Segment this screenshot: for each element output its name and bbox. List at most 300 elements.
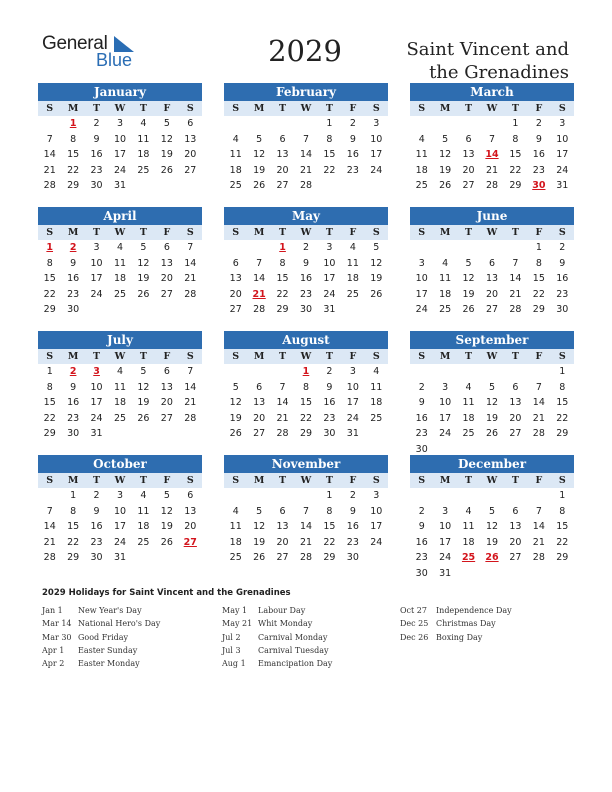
day: 23	[532, 164, 545, 176]
day: 8	[512, 133, 519, 145]
day: 29	[67, 180, 80, 191]
day: 28	[184, 412, 197, 424]
day: 21	[532, 412, 545, 424]
day: 18	[370, 397, 383, 408]
day: 27	[160, 412, 173, 424]
empty-day	[224, 364, 247, 380]
day: 27	[184, 164, 197, 176]
day: 1	[70, 490, 77, 501]
day: 29	[556, 428, 569, 439]
month-title: July	[38, 331, 202, 349]
weekday-label: T	[465, 351, 473, 362]
empty-day	[224, 240, 247, 256]
holiday-row	[42, 604, 160, 617]
empty-day	[38, 488, 61, 504]
empty-day	[457, 116, 480, 132]
month-title: May	[224, 207, 388, 225]
day: 17	[113, 149, 127, 160]
weekday-label: T	[465, 475, 473, 486]
day: 15	[299, 397, 313, 408]
weekday-label: S	[418, 475, 426, 486]
day: 1	[535, 242, 542, 253]
day: 9	[70, 257, 77, 269]
day: 4	[140, 118, 147, 129]
day: 13	[184, 133, 197, 145]
day: 24	[90, 412, 103, 424]
day: 10	[113, 505, 127, 517]
day: 25	[229, 180, 242, 191]
day: 3	[349, 366, 356, 377]
holiday-day: 25	[461, 552, 476, 563]
day: 4	[442, 257, 449, 269]
day: 22	[532, 288, 545, 300]
holiday-date: Jul 3	[222, 645, 241, 655]
logo	[42, 33, 142, 73]
day: 30	[90, 552, 103, 563]
empty-day	[457, 240, 480, 256]
day: 12	[137, 381, 150, 393]
day: 19	[253, 164, 266, 176]
day: 1	[46, 366, 53, 377]
day: 19	[253, 536, 266, 548]
empty-day	[38, 116, 61, 132]
month-september	[410, 331, 574, 457]
day-grid	[38, 240, 202, 318]
day: 10	[439, 397, 452, 408]
holiday-name: Boxing Day	[436, 632, 483, 642]
weekday-label: M	[439, 227, 451, 238]
month-title: December	[410, 455, 574, 473]
day: 15	[532, 273, 545, 284]
day: 11	[137, 133, 150, 145]
weekday-label: T	[139, 351, 147, 362]
day: 1	[559, 366, 566, 377]
weekday-label: S	[186, 351, 194, 362]
day: 18	[462, 536, 475, 548]
day: 29	[43, 304, 56, 315]
holiday-day: 14	[485, 149, 499, 160]
month-title: June	[410, 207, 574, 225]
day: 20	[160, 273, 173, 284]
weekday-label: T	[325, 475, 333, 486]
day: 7	[302, 133, 310, 145]
day: 31	[90, 428, 103, 439]
month-april	[38, 207, 202, 318]
day: 27	[509, 428, 522, 439]
weekday-label: S	[418, 103, 426, 114]
day: 13	[276, 521, 289, 532]
day: 8	[70, 505, 77, 517]
holiday-name: Christmas Day	[436, 619, 496, 629]
day: 20	[276, 536, 289, 548]
day: 17	[370, 521, 383, 532]
day: 13	[184, 505, 197, 517]
weekday-label: S	[46, 227, 54, 238]
day-grid	[410, 116, 574, 194]
day: 13	[509, 521, 522, 532]
weekday-label: T	[279, 103, 287, 114]
day-grid	[224, 488, 388, 566]
holiday-day: 3	[93, 366, 100, 377]
day: 12	[137, 257, 150, 269]
weekday-label: T	[465, 227, 473, 238]
day: 29	[323, 552, 336, 563]
holiday-row	[42, 644, 160, 657]
weekday-label: S	[558, 227, 566, 238]
holiday-date: Jul 2	[222, 632, 241, 642]
weekday-label: S	[372, 475, 380, 486]
weekday-label: S	[232, 227, 240, 238]
day: 22	[43, 412, 56, 424]
day: 16	[556, 273, 569, 284]
day: 15	[323, 521, 336, 532]
day: 11	[439, 273, 452, 284]
day: 23	[90, 164, 103, 176]
day: 1	[326, 490, 333, 501]
holidays-column	[42, 604, 160, 670]
day: 16	[415, 536, 428, 548]
holiday-name: Easter Sunday	[78, 645, 138, 655]
holiday-day: 26	[485, 552, 499, 563]
day: 6	[187, 118, 194, 129]
day: 24	[113, 536, 127, 548]
day: 24	[556, 164, 569, 176]
weekday-header	[410, 225, 574, 240]
day: 23	[299, 288, 313, 300]
day: 5	[488, 505, 496, 517]
day: 9	[93, 505, 100, 517]
weekday-label: W	[114, 227, 126, 238]
holiday-name: Good Friday	[78, 632, 129, 642]
day: 30	[415, 567, 428, 579]
day: 20	[509, 536, 522, 548]
day: 26	[462, 304, 475, 315]
weekday-header	[38, 101, 202, 116]
day: 23	[346, 536, 359, 548]
month-january	[38, 83, 202, 194]
day: 15	[43, 273, 56, 284]
weekday-label: W	[486, 475, 498, 486]
day: 24	[323, 288, 336, 300]
day: 17	[415, 288, 428, 300]
weekday-label: F	[535, 351, 543, 362]
day: 10	[556, 133, 569, 145]
holiday-date: Oct 27	[400, 606, 427, 615]
day: 6	[163, 242, 170, 253]
day: 25	[370, 412, 383, 424]
day: 8	[46, 381, 53, 393]
day: 12	[485, 397, 499, 408]
day: 19	[462, 288, 475, 300]
weekday-label: M	[67, 475, 79, 486]
empty-day	[224, 488, 247, 504]
day: 28	[43, 180, 56, 191]
holiday-date: May 1	[222, 606, 248, 615]
day: 24	[90, 288, 103, 300]
day: 20	[509, 412, 522, 424]
day: 24	[113, 164, 127, 176]
day: 20	[485, 288, 499, 300]
day: 10	[370, 505, 383, 517]
day: 3	[442, 505, 449, 517]
weekday-label: F	[349, 475, 357, 486]
day: 28	[299, 180, 313, 191]
weekday-label: T	[511, 227, 519, 238]
day: 19	[439, 164, 452, 176]
holiday-row	[42, 617, 160, 630]
day: 9	[418, 521, 425, 532]
day: 2	[93, 490, 100, 501]
empty-day	[433, 488, 456, 504]
day: 18	[137, 149, 150, 160]
day: 11	[462, 397, 475, 408]
month-may	[224, 207, 388, 318]
day: 17	[90, 397, 103, 408]
month-october	[38, 455, 202, 566]
empty-day	[247, 488, 270, 504]
month-november	[224, 455, 388, 566]
day: 12	[229, 397, 242, 408]
day: 2	[418, 505, 425, 517]
empty-day	[224, 116, 247, 132]
day: 27	[462, 180, 475, 191]
day: 25	[137, 536, 150, 548]
empty-day	[247, 240, 270, 256]
day: 26	[370, 288, 383, 300]
day: 4	[465, 381, 472, 393]
day: 2	[535, 118, 542, 129]
day: 19	[137, 273, 150, 284]
weekday-header	[224, 473, 388, 488]
weekday-label: T	[325, 227, 333, 238]
day: 27	[160, 288, 173, 300]
day: 8	[46, 257, 53, 269]
day: 6	[512, 505, 519, 517]
holiday-day: 1	[302, 366, 310, 377]
empty-day	[480, 116, 503, 132]
weekday-label: T	[511, 475, 519, 486]
day: 10	[113, 133, 127, 145]
day: 28	[184, 288, 197, 300]
day: 17	[439, 536, 452, 548]
day: 26	[160, 164, 173, 176]
day: 5	[163, 118, 170, 129]
day: 12	[485, 521, 499, 532]
day: 7	[187, 366, 194, 377]
day: 9	[349, 133, 356, 145]
day: 29	[532, 304, 545, 315]
day: 24	[415, 304, 428, 315]
holidays-title: 2029 Holidays for Saint Vincent and the Grenadines	[42, 588, 291, 598]
day: 1	[326, 118, 333, 129]
day: 26	[137, 288, 150, 300]
month-august	[224, 331, 388, 442]
day: 2	[349, 490, 356, 501]
day: 23	[67, 412, 80, 424]
holiday-row	[222, 604, 332, 617]
day: 9	[349, 505, 356, 517]
day: 7	[256, 257, 263, 269]
day: 30	[67, 304, 80, 315]
day: 5	[465, 257, 472, 269]
page-title-year: 2029	[268, 34, 342, 68]
day: 15	[323, 149, 336, 160]
month-title: September	[410, 331, 574, 349]
day: 7	[46, 133, 53, 145]
holiday-row	[400, 604, 512, 617]
day: 25	[346, 288, 359, 300]
month-june	[410, 207, 574, 318]
day: 16	[90, 149, 103, 160]
day: 16	[346, 521, 359, 532]
day: 22	[323, 536, 336, 548]
empty-day	[480, 488, 503, 504]
weekday-label: S	[186, 103, 194, 114]
weekday-label: F	[535, 475, 543, 486]
day: 18	[415, 164, 428, 176]
empty-day	[271, 116, 294, 132]
empty-day	[247, 116, 270, 132]
day: 22	[323, 164, 336, 176]
day: 22	[509, 164, 522, 176]
day: 26	[253, 180, 266, 191]
day: 29	[43, 428, 56, 439]
day: 28	[276, 428, 289, 439]
day: 10	[439, 521, 452, 532]
day: 3	[373, 490, 380, 501]
weekday-header	[224, 349, 388, 364]
holiday-date: Mar 30	[42, 632, 72, 642]
holiday-date: Dec 25	[400, 619, 429, 629]
weekday-label: M	[253, 475, 265, 486]
weekday-label: T	[511, 351, 519, 362]
holiday-date: Dec 26	[400, 632, 429, 642]
empty-day	[410, 364, 433, 380]
month-december	[410, 455, 574, 581]
day: 30	[556, 304, 569, 315]
empty-day	[410, 488, 433, 504]
day: 3	[116, 118, 124, 129]
day: 21	[43, 164, 56, 176]
day-grid	[224, 116, 388, 194]
holiday-date: May 21	[222, 619, 253, 629]
day: 14	[253, 273, 266, 284]
day: 24	[439, 428, 452, 439]
weekday-label: S	[372, 227, 380, 238]
day: 31	[439, 567, 452, 579]
day: 5	[373, 242, 380, 253]
day: 2	[349, 118, 356, 129]
day: 14	[532, 397, 545, 408]
day: 28	[299, 552, 313, 563]
holiday-name: Labour Day	[258, 606, 306, 615]
day: 13	[229, 273, 242, 284]
day: 13	[462, 149, 475, 160]
logo-general-text: General	[42, 33, 108, 54]
weekday-label: M	[439, 103, 451, 114]
day: 21	[184, 397, 197, 408]
day: 14	[43, 149, 56, 160]
holiday-name: Emancipation Day	[258, 659, 333, 669]
day: 2	[559, 242, 566, 253]
day: 11	[370, 381, 383, 393]
day: 25	[113, 288, 127, 300]
weekday-header	[410, 101, 574, 116]
day: 5	[256, 133, 263, 145]
day: 7	[488, 133, 496, 145]
empty-day	[457, 364, 480, 380]
weekday-label: T	[465, 103, 473, 114]
day: 26	[253, 552, 266, 563]
day: 6	[465, 133, 472, 145]
day: 28	[509, 304, 522, 315]
day: 20	[184, 521, 197, 532]
empty-day	[527, 364, 550, 380]
day: 11	[415, 149, 428, 160]
holiday-date: Apr 2	[42, 659, 65, 669]
day: 3	[442, 381, 449, 393]
logo-blue-text: Blue	[96, 50, 133, 70]
day: 7	[279, 381, 286, 393]
day: 5	[442, 133, 449, 145]
day: 4	[418, 133, 425, 145]
day: 17	[346, 397, 359, 408]
day: 11	[113, 381, 127, 393]
day: 31	[323, 304, 336, 315]
weekday-label: T	[279, 351, 287, 362]
day: 25	[137, 164, 150, 176]
day: 9	[418, 397, 425, 408]
day: 23	[415, 552, 428, 563]
day: 13	[253, 397, 266, 408]
day: 27	[485, 304, 499, 315]
day: 3	[326, 242, 333, 253]
day: 22	[299, 412, 313, 424]
day: 6	[256, 381, 263, 393]
day: 15	[556, 521, 569, 532]
empty-day	[294, 116, 317, 132]
day: 21	[276, 412, 289, 424]
empty-day	[433, 364, 456, 380]
day: 17	[323, 273, 336, 284]
day: 2	[326, 366, 333, 377]
empty-day	[271, 364, 294, 380]
day: 10	[346, 381, 359, 393]
day: 11	[462, 521, 475, 532]
holiday-name: New Year's Day	[78, 606, 142, 615]
day: 10	[370, 133, 383, 145]
weekday-label: F	[349, 351, 357, 362]
day: 21	[485, 164, 499, 176]
day: 25	[439, 304, 452, 315]
holiday-row	[42, 657, 160, 670]
day: 6	[187, 490, 194, 501]
holiday-date: Apr 1	[42, 645, 65, 655]
day: 13	[485, 273, 499, 284]
day-grid	[38, 488, 202, 566]
day: 11	[346, 257, 359, 269]
day: 9	[559, 257, 566, 269]
day: 21	[299, 536, 313, 548]
day: 6	[512, 381, 519, 393]
day: 8	[302, 381, 310, 393]
weekday-label: W	[114, 103, 126, 114]
day: 4	[232, 505, 239, 517]
weekday-label: T	[139, 103, 147, 114]
holiday-name: Independence Day	[436, 606, 512, 615]
weekday-label: W	[300, 351, 312, 362]
weekday-label: T	[93, 103, 101, 114]
